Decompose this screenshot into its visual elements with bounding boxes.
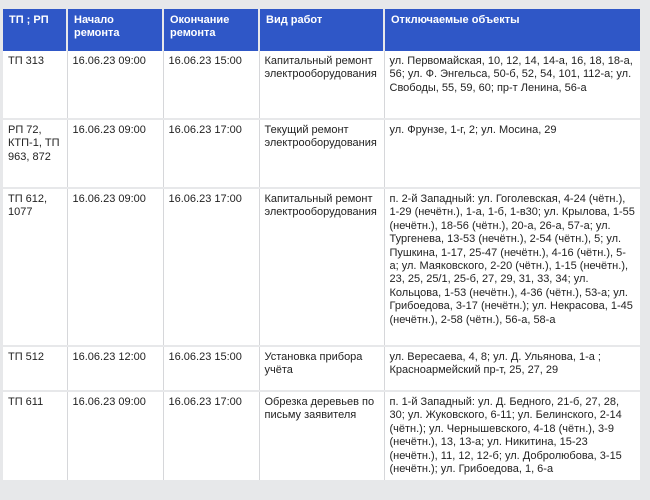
cell-end: 16.06.23 15:00 — [163, 346, 259, 391]
table-header-row — [3, 9, 640, 51]
table-row — [3, 188, 640, 346]
table-row — [3, 391, 640, 481]
cell-objects: п. 1-й Западный: ул. Д. Бедного, 21-б, 27, 28, 30; ул. Жуковского, 6-11; ул. Белинского, 2-14 (чётн.); ул. Чернышевского, 4-18 (чётн.), 3-9 (нечётн.), 13, 13-а; ул. Никитина, 15-23 (нечётн.), 11, 12, 12-б; ул. Добролюбова, 3-15 (нечётн.); ул. Грибоедова, 1, 6-а — [384, 391, 640, 481]
cell-start: 16.06.23 12:00 — [67, 346, 163, 391]
header-start: Начало ремонта — [67, 9, 163, 51]
table-row — [3, 346, 640, 391]
header-objects: Отключаемые объекты — [384, 9, 640, 51]
cell-start: 16.06.23 09:00 — [67, 391, 163, 481]
cell-work: Текущий ремонт электрооборудования — [259, 119, 384, 188]
cell-end: 16.06.23 17:00 — [163, 119, 259, 188]
cell-objects: ул. Вересаева, 4, 8; ул. Д. Ульянова, 1-а ; Красноармейский пр-т, 25, 27, 29 — [384, 346, 640, 391]
cell-work: Установка прибора учёта — [259, 346, 384, 391]
cell-end: 16.06.23 17:00 — [163, 391, 259, 481]
cell-objects: ул. Фрунзе, 1-г, 2; ул. Мосина, 29 — [384, 119, 640, 188]
cell-start: 16.06.23 09:00 — [67, 51, 163, 119]
cell-work: Капитальный ремонт электрооборудования — [259, 51, 384, 119]
outage-table-container — [3, 9, 640, 482]
cell-tp: РП 72, КТП-1, ТП 963, 872 — [3, 119, 67, 188]
header-tp-rp: ТП ; РП — [3, 9, 67, 51]
cell-tp: ТП 611 — [3, 391, 67, 481]
cell-end: 16.06.23 17:00 — [163, 188, 259, 346]
cell-work: Обрезка деревьев по письму заявителя — [259, 391, 384, 481]
header-work-type: Вид работ — [259, 9, 384, 51]
header-end: Окончание ремонта — [163, 9, 259, 51]
cell-work: Капитальный ремонт электрооборудования — [259, 188, 384, 346]
cell-tp: ТП 612, 1077 — [3, 188, 67, 346]
cell-objects: п. 2-й Западный: ул. Гоголевская, 4-24 (чётн.), 1-29 (нечётн.), 1-а, 1-б, 1-в30; ул. Крылова, 1-55 (нечётн.), 18-56 (чётн.), 20-а, 26-а, 57-а; ул. Тургенева, 13-53 (нечётн.), 2-54 (чётн.), 5; ул. Пушкина, 1-17, 25-47 (нечётн.), 4-16 (чётн.), 5-а; ул. Маяковского, 2-20 (чётн.), 1-15 (нечётн.), 23, 25, 25/1, 25-б, 27, 29, 31, 33, 34; ул. Кольцова, 1-53 (нечётн.), 4-36 (чётн.), 53-а; ул. Грибоедова, 3-17 (нечётн.); ул. Некрасова, 1-45 (нечётн.), 2-58 (чётн.), 56-а, 58-а — [384, 188, 640, 346]
cell-tp: ТП 313 — [3, 51, 67, 119]
cell-start: 16.06.23 09:00 — [67, 188, 163, 346]
cell-end: 16.06.23 15:00 — [163, 51, 259, 119]
table-row — [3, 51, 640, 119]
outage-schedule-table — [3, 9, 640, 482]
cell-start: 16.06.23 09:00 — [67, 119, 163, 188]
cell-tp: ТП 512 — [3, 346, 67, 391]
table-row — [3, 119, 640, 188]
cell-objects: ул. Первомайская, 10, 12, 14, 14-а, 16, 18, 18-а, 56; ул. Ф. Энгельса, 50-б, 52, 54, 101, 112-а; ул. Свободы, 55, 59, 60; пр-т Ленина, 56-а — [384, 51, 640, 119]
